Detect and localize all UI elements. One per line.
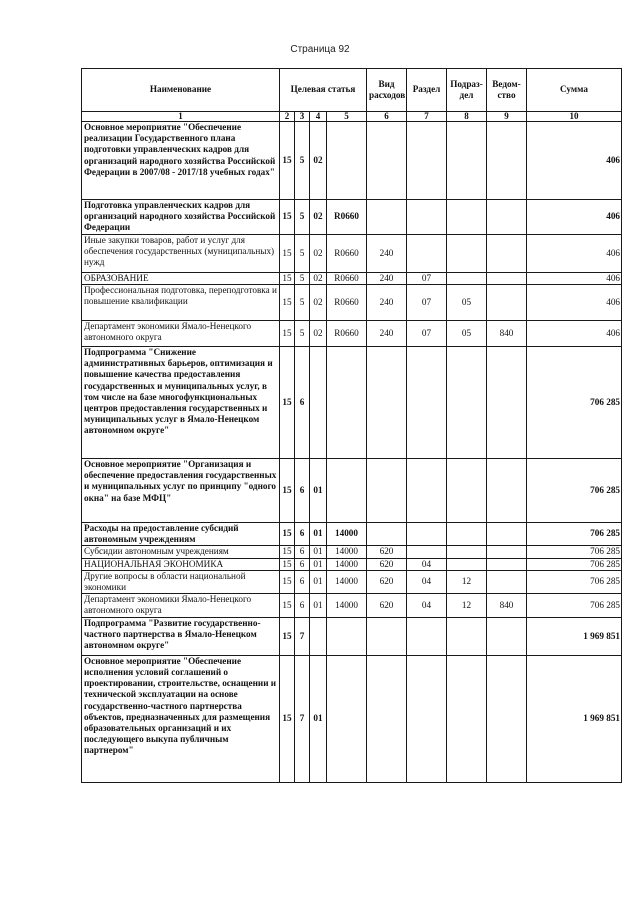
row-amount: 406 xyxy=(527,122,622,200)
row-subsection: 05 xyxy=(447,284,487,320)
row-department: 840 xyxy=(487,594,527,617)
row-target-direction xyxy=(327,346,367,458)
row-department xyxy=(487,122,527,200)
row-target-direction: 14000 xyxy=(327,522,367,545)
row-target-subprogram: 6 xyxy=(295,558,310,570)
column-number: 1 xyxy=(82,112,280,122)
row-name: Департамент экономики Ямало-Ненецкого автономного округа xyxy=(82,320,280,346)
row-target-subprogram: 6 xyxy=(295,458,310,522)
row-target-direction: R0660 xyxy=(327,272,367,284)
row-target-subprogram: 7 xyxy=(295,617,310,655)
row-target-program: 15 xyxy=(280,655,295,782)
row-subsection xyxy=(447,522,487,545)
row-target-program: 15 xyxy=(280,546,295,558)
column-number: 3 xyxy=(295,112,310,122)
row-target-event xyxy=(310,346,327,458)
row-target-event: 01 xyxy=(310,570,327,593)
row-subsection xyxy=(447,458,487,522)
row-section xyxy=(407,346,447,458)
row-amount: 706 285 xyxy=(527,458,622,522)
row-subsection xyxy=(447,122,487,200)
row-department xyxy=(487,570,527,593)
table-row xyxy=(82,522,622,545)
table-row xyxy=(82,320,622,346)
row-subsection xyxy=(447,546,487,558)
row-target-program: 15 xyxy=(280,522,295,545)
row-department xyxy=(487,546,527,558)
row-target-subprogram: 7 xyxy=(295,655,310,782)
row-department xyxy=(487,234,527,272)
row-section: 04 xyxy=(407,570,447,593)
row-department xyxy=(487,272,527,284)
table-row xyxy=(82,558,622,570)
row-department xyxy=(487,522,527,545)
row-name: Подпрограмма "Развитие государственно-частного партнерства в Ямало-Ненецком автономном округе" xyxy=(82,617,280,655)
row-target-subprogram: 5 xyxy=(295,272,310,284)
row-target-subprogram: 6 xyxy=(295,522,310,545)
table-row xyxy=(82,284,622,320)
column-number: 8 xyxy=(447,112,487,122)
row-expense-type: 620 xyxy=(367,558,407,570)
row-amount: 706 285 xyxy=(527,522,622,545)
row-target-event: 02 xyxy=(310,122,327,200)
table-row xyxy=(82,594,622,617)
row-target-direction xyxy=(327,617,367,655)
row-section xyxy=(407,522,447,545)
row-target-event: 01 xyxy=(310,458,327,522)
row-target-event: 02 xyxy=(310,200,327,235)
table-row xyxy=(82,272,622,284)
row-target-event xyxy=(310,617,327,655)
header-section: Раздел xyxy=(407,69,447,112)
row-target-direction: R0660 xyxy=(327,284,367,320)
table-row xyxy=(82,655,622,782)
row-amount: 406 xyxy=(527,234,622,272)
row-expense-type xyxy=(367,122,407,200)
column-number: 4 xyxy=(310,112,327,122)
row-target-subprogram: 6 xyxy=(295,570,310,593)
row-target-direction: 14000 xyxy=(327,546,367,558)
row-amount: 406 xyxy=(527,200,622,235)
table-row xyxy=(82,122,622,200)
row-name: ОБРАЗОВАНИЕ xyxy=(82,272,280,284)
row-target-program: 15 xyxy=(280,458,295,522)
row-target-direction: 14000 xyxy=(327,570,367,593)
row-target-direction xyxy=(327,655,367,782)
row-department xyxy=(487,617,527,655)
row-section xyxy=(407,546,447,558)
row-department xyxy=(487,284,527,320)
row-expense-type: 240 xyxy=(367,284,407,320)
column-number: 10 xyxy=(527,112,622,122)
page-number: Страница 92 xyxy=(290,44,350,55)
row-department xyxy=(487,655,527,782)
row-target-subprogram: 5 xyxy=(295,284,310,320)
row-target-program: 15 xyxy=(280,558,295,570)
row-target-subprogram: 5 xyxy=(295,320,310,346)
column-number: 5 xyxy=(327,112,367,122)
row-department: 840 xyxy=(487,320,527,346)
row-target-event: 01 xyxy=(310,546,327,558)
row-amount: 406 xyxy=(527,320,622,346)
header-amount: Сумма xyxy=(527,69,622,112)
row-target-event: 01 xyxy=(310,655,327,782)
row-target-event: 01 xyxy=(310,594,327,617)
row-expense-type xyxy=(367,522,407,545)
row-target-event: 02 xyxy=(310,272,327,284)
row-section xyxy=(407,655,447,782)
row-target-program: 15 xyxy=(280,594,295,617)
row-name: Профессиональная подготовка, переподготовка и повышение квалификации xyxy=(82,284,280,320)
row-expense-type xyxy=(367,655,407,782)
row-target-program: 15 xyxy=(280,200,295,235)
row-target-program: 15 xyxy=(280,617,295,655)
row-target-event: 02 xyxy=(310,234,327,272)
header-subsection: Подраз-дел xyxy=(447,69,487,112)
table-row xyxy=(82,570,622,593)
row-target-program: 15 xyxy=(280,346,295,458)
table-row xyxy=(82,617,622,655)
row-department xyxy=(487,200,527,235)
row-department xyxy=(487,346,527,458)
row-target-event: 01 xyxy=(310,522,327,545)
row-amount: 706 285 xyxy=(527,546,622,558)
header-name: Наименование xyxy=(82,69,280,112)
row-subsection xyxy=(447,346,487,458)
row-target-program: 15 xyxy=(280,122,295,200)
row-name: Основное мероприятие "Обеспечение реализации Государственного плана подготовки управленческих кадров для организаций народного хозяйства Российской Федерации в 2007/08 - 2017/18 учебных годах" xyxy=(82,122,280,200)
row-target-program: 15 xyxy=(280,272,295,284)
row-expense-type xyxy=(367,346,407,458)
row-amount: 706 285 xyxy=(527,594,622,617)
row-target-program: 15 xyxy=(280,570,295,593)
row-amount: 706 285 xyxy=(527,558,622,570)
row-subsection: 12 xyxy=(447,570,487,593)
row-target-direction xyxy=(327,458,367,522)
budget-table xyxy=(81,68,622,783)
column-number: 9 xyxy=(487,112,527,122)
row-name: Субсидии автономным учреждениям xyxy=(82,546,280,558)
row-section xyxy=(407,122,447,200)
row-expense-type: 620 xyxy=(367,594,407,617)
row-target-event: 01 xyxy=(310,558,327,570)
row-target-subprogram: 6 xyxy=(295,346,310,458)
row-section xyxy=(407,617,447,655)
row-expense-type xyxy=(367,200,407,235)
row-target-subprogram: 5 xyxy=(295,122,310,200)
row-subsection: 12 xyxy=(447,594,487,617)
row-target-program: 15 xyxy=(280,320,295,346)
row-target-event: 02 xyxy=(310,284,327,320)
row-target-direction: R0660 xyxy=(327,234,367,272)
row-section: 04 xyxy=(407,594,447,617)
row-amount: 706 285 xyxy=(527,570,622,593)
row-name: Подпрограмма "Снижение административных барьеров, оптимизация и повышение качества предоставления государственных и муниципальных услуг, в том числе на базе многофункциональных центров предоставления государственных и муниципальных услуг в Ямало-Ненецком автономном округе" xyxy=(82,346,280,458)
row-section: 07 xyxy=(407,320,447,346)
header-expense-type: Вид расходов xyxy=(367,69,407,112)
row-amount: 406 xyxy=(527,284,622,320)
row-subsection xyxy=(447,655,487,782)
row-subsection xyxy=(447,558,487,570)
row-target-direction xyxy=(327,122,367,200)
row-name: НАЦИОНАЛЬНАЯ ЭКОНОМИКА xyxy=(82,558,280,570)
row-name: Другие вопросы в области национальной экономики xyxy=(82,570,280,593)
table-row xyxy=(82,546,622,558)
row-name: Основное мероприятие "Обеспечение исполнения условий соглашений о проектировании, строительстве, оснащении и технической эксплуатации на основе государственно-частного партнерства объектов, предназначенных для размещения образовательных организаций и их последующего выкупа публичным партнером" xyxy=(82,655,280,782)
table-row xyxy=(82,200,622,235)
header-row xyxy=(82,69,622,112)
row-target-subprogram: 5 xyxy=(295,200,310,235)
row-target-direction: R0660 xyxy=(327,320,367,346)
row-target-subprogram: 5 xyxy=(295,234,310,272)
row-target-subprogram: 6 xyxy=(295,594,310,617)
row-name: Расходы на предоставление субсидий автономным учреждениям xyxy=(82,522,280,545)
row-department xyxy=(487,558,527,570)
row-section: 07 xyxy=(407,284,447,320)
table-row xyxy=(82,346,622,458)
row-name: Основное мероприятие "Организация и обеспечение предоставления государственных и муниципальных услуг по принципу "одного окна" на базе МФЦ" xyxy=(82,458,280,522)
row-section xyxy=(407,458,447,522)
row-target-direction: R0660 xyxy=(327,200,367,235)
row-name: Подготовка управленческих кадров для организаций народного хозяйства Российской Федерации xyxy=(82,200,280,235)
row-amount: 1 969 851 xyxy=(527,617,622,655)
row-subsection xyxy=(447,200,487,235)
row-name: Департамент экономики Ямало-Ненецкого автономного округа xyxy=(82,594,280,617)
row-expense-type: 240 xyxy=(367,272,407,284)
row-department xyxy=(487,458,527,522)
column-number: 7 xyxy=(407,112,447,122)
table-row xyxy=(82,458,622,522)
row-expense-type xyxy=(367,458,407,522)
row-section: 04 xyxy=(407,558,447,570)
header-department: Ведом-ство xyxy=(487,69,527,112)
header-target-article: Целевая статья xyxy=(280,69,367,112)
row-section: 07 xyxy=(407,272,447,284)
row-subsection xyxy=(447,617,487,655)
row-expense-type: 240 xyxy=(367,234,407,272)
table-row xyxy=(82,234,622,272)
row-target-subprogram: 6 xyxy=(295,546,310,558)
row-target-program: 15 xyxy=(280,234,295,272)
row-section xyxy=(407,200,447,235)
row-subsection: 05 xyxy=(447,320,487,346)
row-subsection xyxy=(447,272,487,284)
row-expense-type: 240 xyxy=(367,320,407,346)
row-amount: 1 969 851 xyxy=(527,655,622,782)
row-amount: 406 xyxy=(527,272,622,284)
column-number: 2 xyxy=(280,112,295,122)
row-target-direction: 14000 xyxy=(327,594,367,617)
row-expense-type: 620 xyxy=(367,546,407,558)
row-target-program: 15 xyxy=(280,284,295,320)
row-name: Иные закупки товаров, работ и услуг для обеспечения государственных (муниципальных) нужд xyxy=(82,234,280,272)
row-target-direction: 14000 xyxy=(327,558,367,570)
row-expense-type xyxy=(367,617,407,655)
row-subsection xyxy=(447,234,487,272)
row-section xyxy=(407,234,447,272)
column-number: 6 xyxy=(367,112,407,122)
row-amount: 706 285 xyxy=(527,346,622,458)
row-expense-type: 620 xyxy=(367,570,407,593)
column-number-row xyxy=(82,112,622,122)
row-target-event: 02 xyxy=(310,320,327,346)
